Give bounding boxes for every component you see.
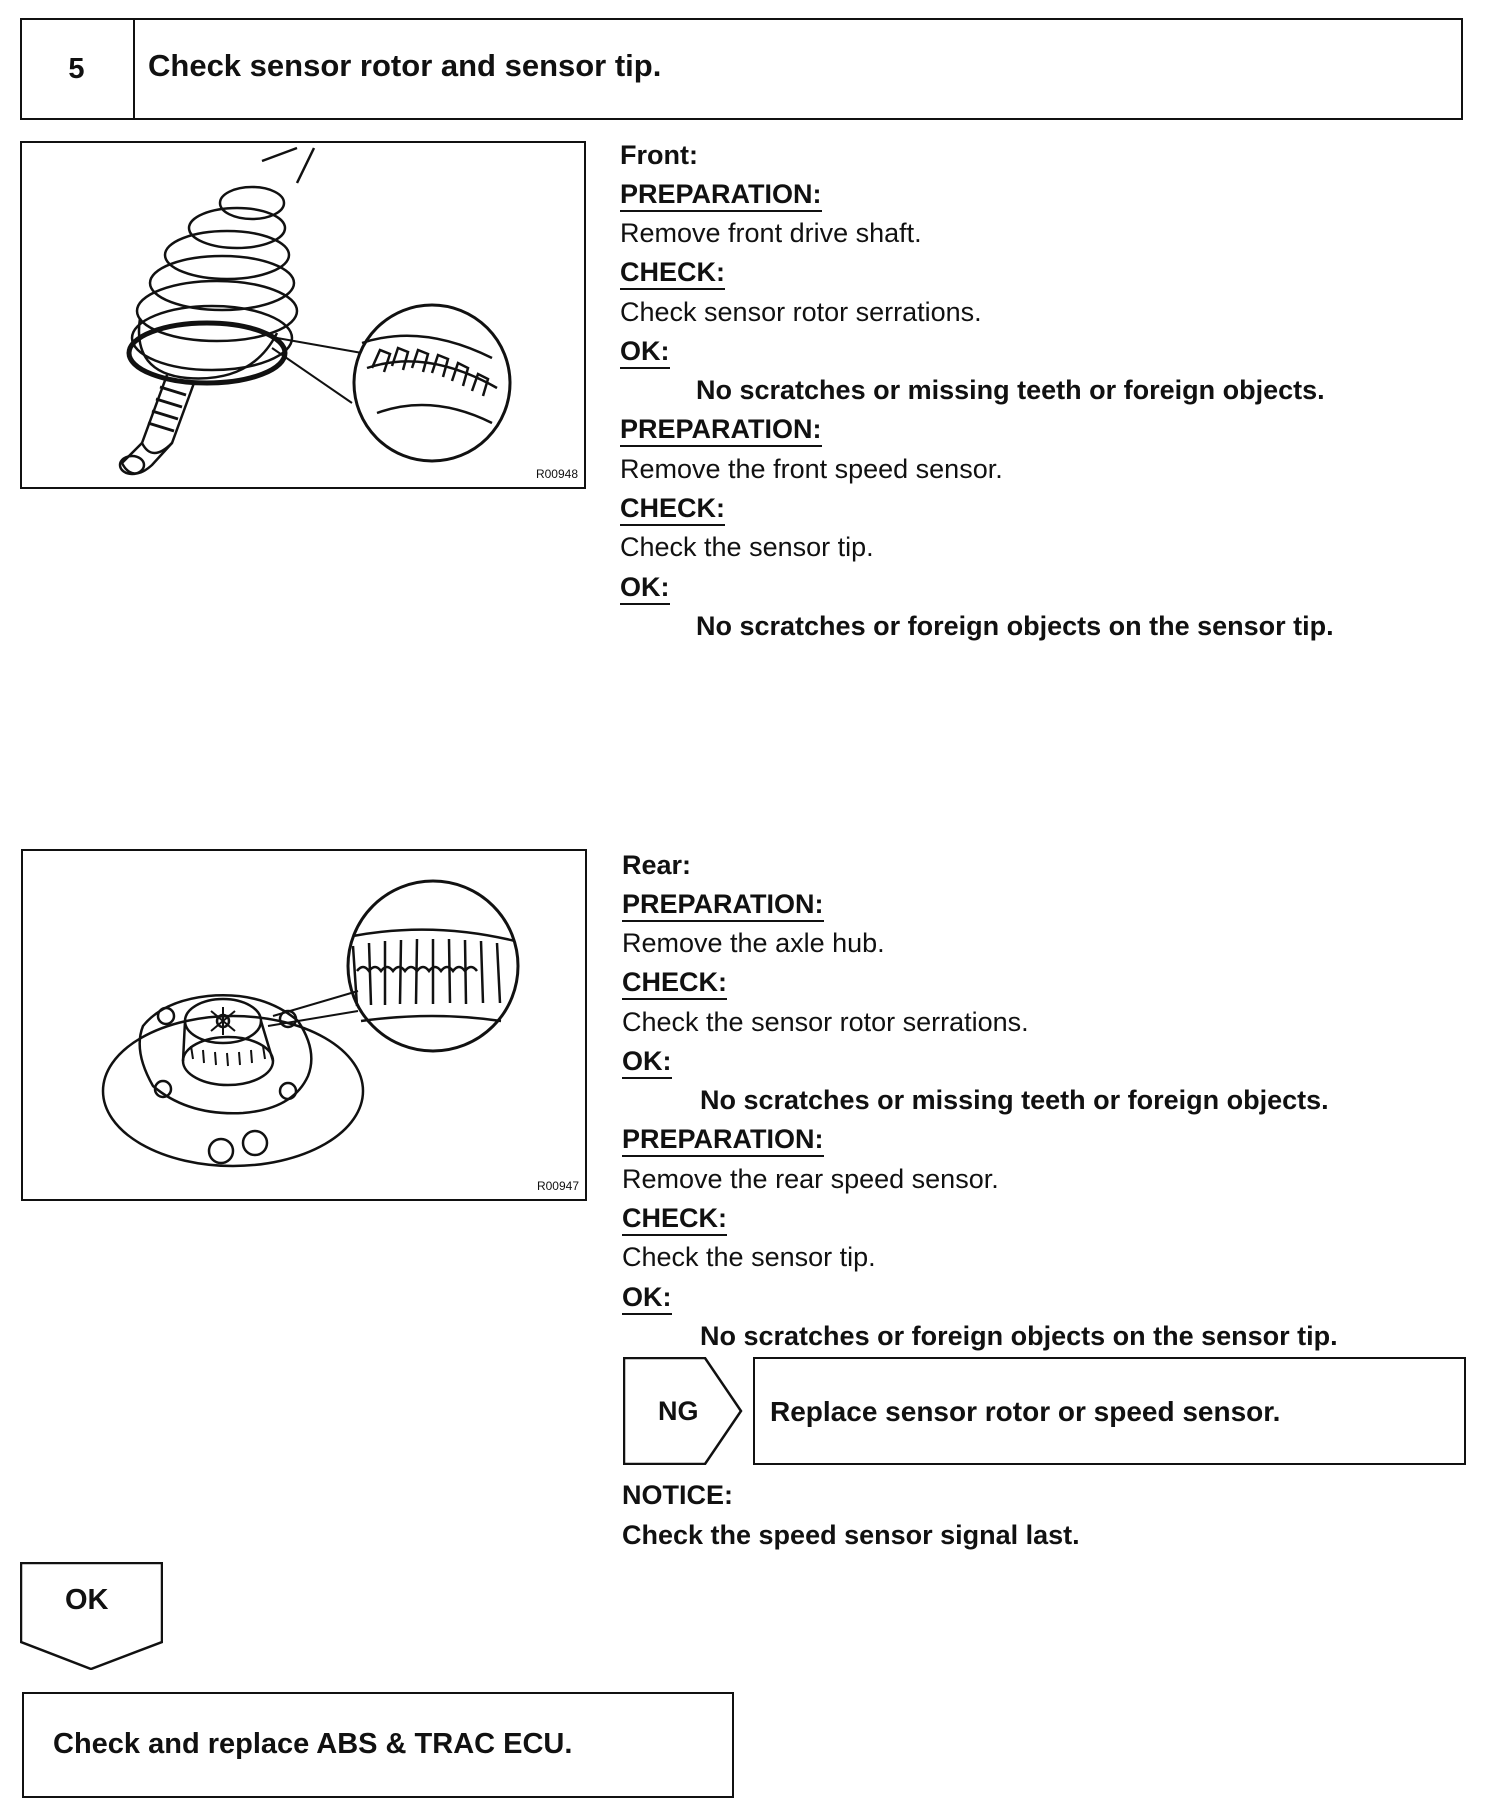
front-prep1-label: PREPARATION: <box>620 179 822 212</box>
rear-check2-text: Check the sensor tip. <box>622 1242 876 1272</box>
rear-ok2-text: No scratches or foreign objects on the sensor tip. <box>700 1321 1338 1351</box>
front-check2-text: Check the sensor tip. <box>620 532 874 562</box>
rear-check1-label: CHECK: <box>622 967 727 1000</box>
front-ok2-text: No scratches or foreign objects on the sensor tip. <box>696 611 1334 641</box>
notice-text: Check the speed sensor signal last. <box>622 1520 1080 1550</box>
rear-axle-hub-figure <box>21 849 587 1201</box>
front-check1-text: Check sensor rotor serrations. <box>620 297 982 327</box>
rear-ok1-label: OK: <box>622 1046 672 1079</box>
ng-label: NG <box>658 1396 699 1426</box>
axle-hub-illustration <box>23 851 585 1199</box>
ok-label: OK <box>65 1584 109 1616</box>
step-number: 5 <box>20 18 135 120</box>
rear-figure-code: R00947 <box>536 1179 579 1193</box>
front-ok2-label: OK: <box>620 572 670 605</box>
rear-check2-label: CHECK: <box>622 1203 727 1236</box>
rear-prep2-label: PREPARATION: <box>622 1124 824 1157</box>
rear-heading: Rear: <box>622 850 692 880</box>
front-check2-label: CHECK: <box>620 493 725 526</box>
step-title: Check sensor rotor and sensor tip. <box>148 48 662 83</box>
notice-label: NOTICE: <box>622 1480 733 1510</box>
drive-shaft-illustration <box>22 143 584 487</box>
rear-check1-text: Check the sensor rotor serrations. <box>622 1007 1029 1037</box>
front-ok1-label: OK: <box>620 336 670 369</box>
front-drive-shaft-figure <box>20 141 586 489</box>
front-prep1-text: Remove front drive shaft. <box>620 218 922 248</box>
final-action-text: Check and replace ABS & TRAC ECU. <box>53 1728 573 1760</box>
rear-ok1-text: No scratches or missing teeth or foreign objects. <box>700 1085 1329 1115</box>
rear-prep1-text: Remove the axle hub. <box>622 928 885 958</box>
front-prep2-label: PREPARATION: <box>620 414 822 447</box>
rear-prep2-text: Remove the rear speed sensor. <box>622 1164 999 1194</box>
front-prep2-text: Remove the front speed sensor. <box>620 454 1003 484</box>
rear-ok2-label: OK: <box>622 1282 672 1315</box>
front-heading: Front: <box>620 140 698 170</box>
rear-prep1-label: PREPARATION: <box>622 889 824 922</box>
front-ok1-text: No scratches or missing teeth or foreign objects. <box>696 375 1325 405</box>
ng-action-text: Replace sensor rotor or speed sensor. <box>770 1396 1281 1427</box>
front-check1-label: CHECK: <box>620 257 725 290</box>
front-figure-code: R00948 <box>535 467 578 481</box>
